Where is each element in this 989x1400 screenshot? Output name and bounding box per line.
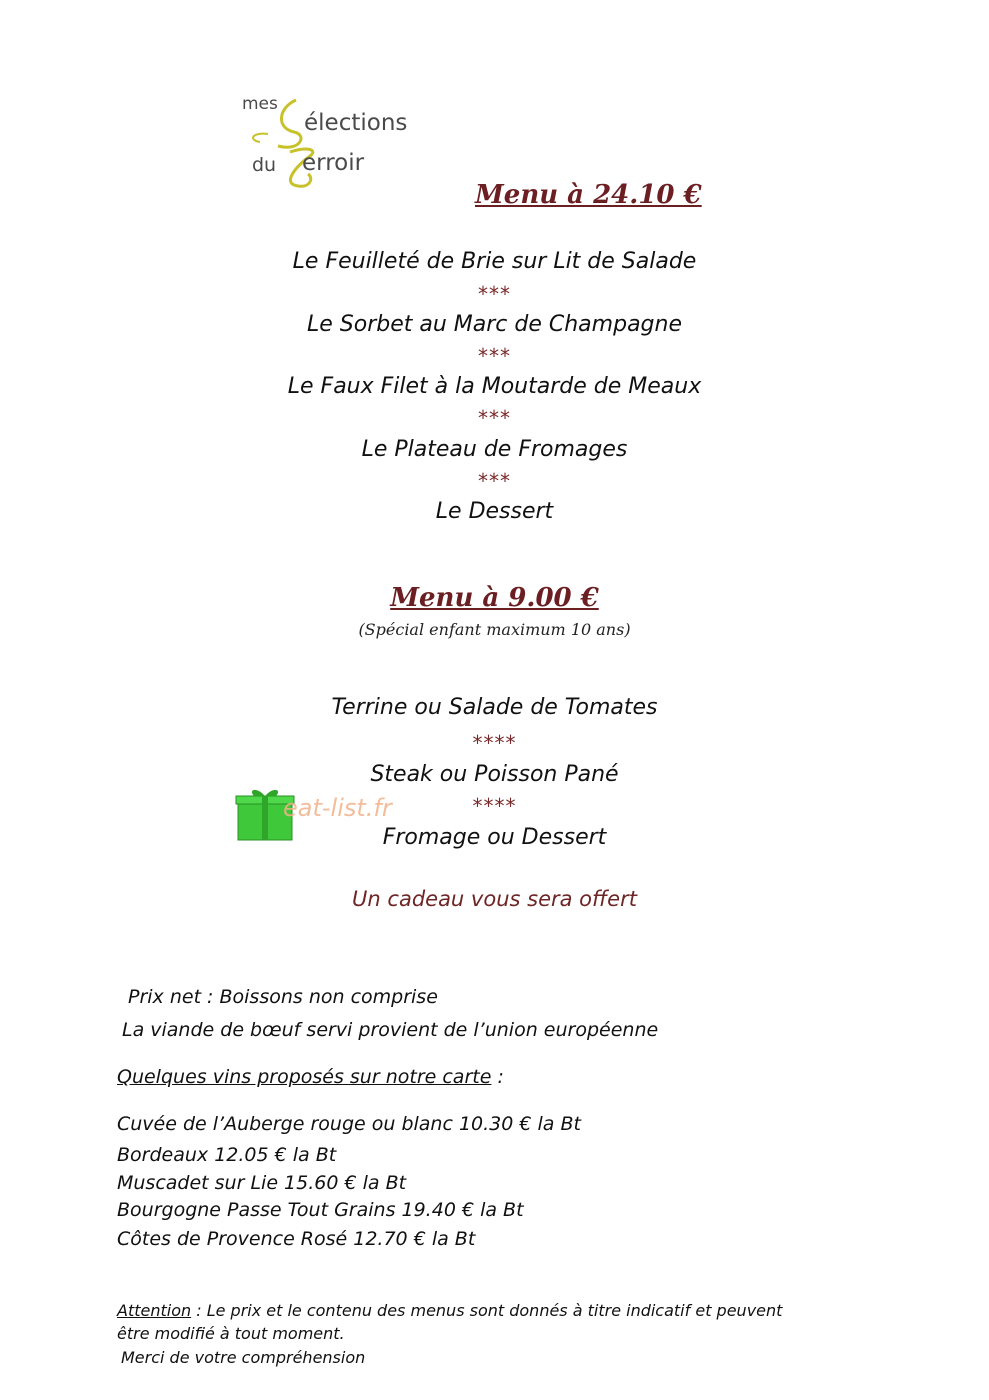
menu2-course-3: Fromage ou Dessert [382,825,607,850]
watermark-text: eat-list.fr [283,794,392,822]
disclaimer-label: Attention [117,1301,192,1320]
menu1-title: Menu à 24.10 € [475,180,702,210]
menu2-subtitle: (Spécial enfant maximum 10 ans) [358,620,631,639]
menu2-title: Menu à 9.00 € [390,583,599,613]
menu1-course-1: Le Feuilleté de Brie sur Lit de Salade [292,249,697,274]
menu1-separator-2: *** [478,344,511,368]
gift-offer-text: Un cadeau vous sera offert [352,887,637,911]
menu1-separator-3: *** [478,406,511,430]
disclaimer-line-2: être modifié à tout moment. [117,1324,345,1343]
menu2-course-1: Terrine ou Salade de Tomates [331,695,658,720]
wines-heading [117,1066,504,1088]
disclaimer-line-3: Merci de votre compréhension [121,1348,366,1367]
wines-heading-colon: : [491,1066,504,1088]
beef-origin-note: La viande de bœuf servi provient de l’union européenne [122,1019,659,1041]
logo-word-du: du [252,154,277,176]
wine-item-1: Cuvée de l’Auberge rouge ou blanc 10.30 € la Bt [117,1113,581,1135]
wine-item-5: Côtes de Provence Rosé 12.70 € la Bt [117,1228,476,1250]
menu1-course-4: Le Plateau de Fromages [361,437,628,462]
menu1-course-2: Le Sorbet au Marc de Champagne [307,312,682,337]
menu2-separator-2: **** [472,794,517,818]
wine-item-3: Muscadet sur Lie 15.60 € la Bt [117,1172,407,1194]
menu2-separator-1: **** [472,731,517,755]
disclaimer-text-1: : Le prix et le contenu des menus sont donnés à titre indicatif et peuvent [191,1301,783,1320]
wine-item-4: Bourgogne Passe Tout Grains 19.40 € la Bt [117,1199,524,1221]
price-note: Prix net : Boissons non comprise [128,986,438,1008]
logo-word-selections: élections [304,110,408,136]
menu1-separator-4: *** [478,469,511,493]
restaurant-logo [238,88,418,198]
logo-word-terroir: erroir [302,150,365,176]
wines-heading-text: Quelques vins proposés sur notre carte [117,1066,492,1088]
disclaimer-line-1 [117,1301,782,1320]
logo-word-mes: mes [242,94,278,114]
menu1-separator-1: *** [478,282,511,306]
menu1-course-5: Le Dessert [435,499,554,524]
menu1-course-3: Le Faux Filet à la Moutarde de Meaux [287,374,702,399]
menu2-course-2: Steak ou Poisson Pané [370,762,619,787]
wine-item-2: Bordeaux 12.05 € la Bt [117,1144,337,1166]
